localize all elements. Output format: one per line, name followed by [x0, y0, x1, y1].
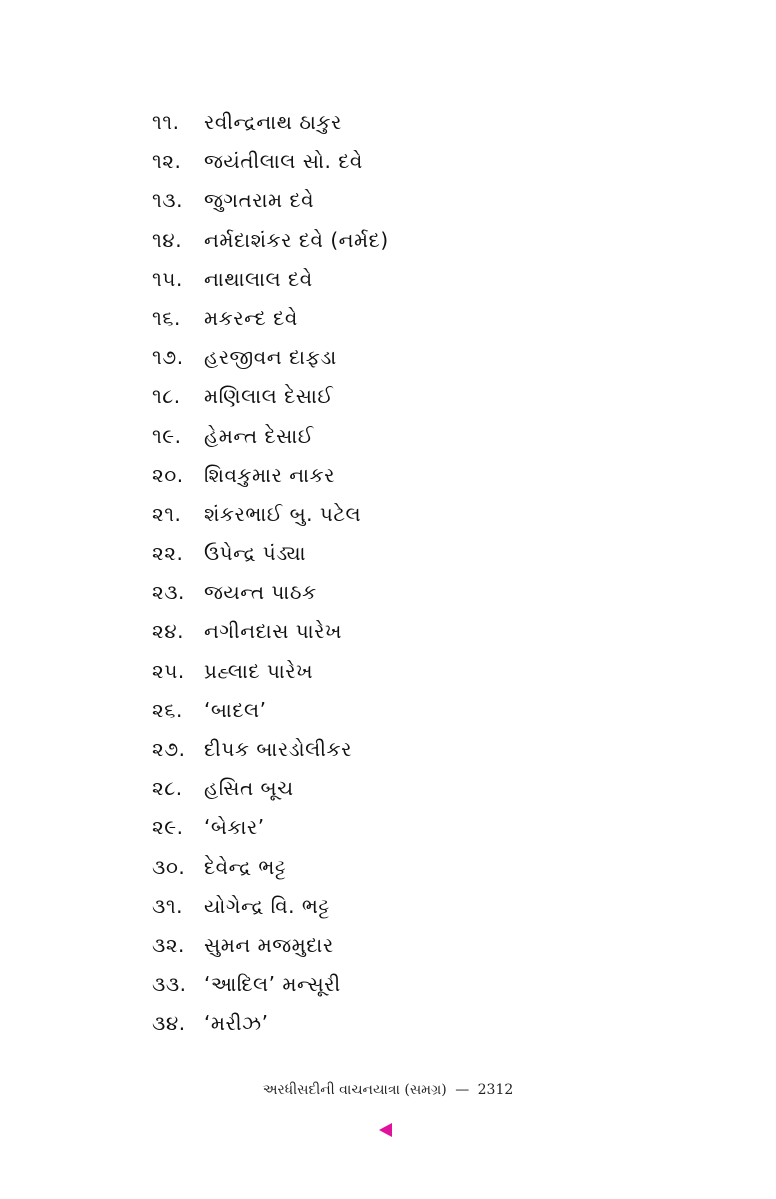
item-name: હરજીવન દાફડા [204, 345, 337, 370]
item-name: સુમન મજમુદાર [204, 932, 334, 957]
item-name: જયન્ત પાઠક [204, 580, 317, 605]
list-item [152, 730, 389, 769]
item-number: ૩૨. [152, 932, 185, 957]
item-number: ૧૬. [152, 305, 181, 330]
list-item [152, 338, 389, 377]
item-number: ૨૨. [152, 541, 184, 566]
list-item [152, 965, 389, 1004]
list-item [152, 808, 389, 847]
item-name: દેવેન્દ્ર ભટ્ટ [204, 854, 287, 879]
item-number: ૨૧. [152, 501, 182, 526]
list-item [152, 377, 389, 416]
list-item [152, 926, 389, 965]
item-name: નર્મદાશંકર દવે (નર્મદ) [204, 227, 389, 252]
item-name: ‘આદિલ’ મન્સૂરી [204, 972, 341, 997]
item-name: મકરન્દ દવે [204, 305, 298, 330]
list-item [152, 142, 389, 181]
item-name: ઉપેન્દ્ર પંડ્યા [204, 541, 307, 566]
item-number: ૨૮. [152, 776, 183, 801]
list-item [152, 573, 389, 612]
item-name: શિવકુમાર નાકર [204, 462, 335, 487]
item-name: ‘મરીઝ’ [204, 1011, 269, 1036]
item-name: પ્રહ્લાદ પારેખ [204, 658, 314, 683]
item-number: ૨૪. [152, 619, 184, 644]
item-name: નાથાલાલ દવે [204, 266, 313, 291]
list-item [152, 456, 389, 495]
item-number: ૧૧. [152, 110, 180, 134]
item-name: હેમન્ત દેસાઈ [204, 423, 314, 448]
item-number: ૧૨. [152, 149, 182, 174]
list-item [152, 691, 389, 730]
item-number: ૨૬. [152, 697, 183, 722]
page-footer [0, 1082, 776, 1098]
item-name: યોગેન્દ્ર વિ. ભટ્ટ [204, 893, 330, 918]
list-item [152, 103, 389, 142]
previous-page-icon[interactable] [379, 1123, 392, 1137]
page-number: 2312 [477, 1082, 514, 1098]
item-number: ૨૩. [152, 580, 185, 605]
item-number: ૩૪. [152, 1011, 186, 1036]
item-name: રવીન્દ્રનાથ ઠાકુર [204, 110, 342, 134]
item-name: શંકરભાઈ બુ. પટેલ [204, 501, 362, 526]
list-item [152, 534, 389, 573]
item-name: દીપક બારડોલીકર [204, 737, 352, 761]
book-title: અરધીસદીની વાચનયાત્રા (સમગ્ર) [262, 1082, 447, 1098]
footer-separator: — [455, 1082, 470, 1098]
item-name: મણિલાલ દેસાઈ [204, 384, 334, 409]
item-name: જુગતરામ દવે [204, 188, 315, 213]
item-number: ૧૩. [152, 188, 183, 213]
list-item [152, 260, 389, 299]
list-item [152, 181, 389, 220]
item-name: ‘બેકાર’ [204, 815, 265, 840]
item-number: ૨૫. [152, 658, 185, 683]
item-number: ૨૦. [152, 462, 184, 487]
item-number: ૧૪. [152, 227, 183, 252]
item-name: નગીનદાસ પારેખ [204, 619, 342, 644]
list-item [152, 848, 389, 887]
author-list [152, 103, 389, 1044]
list-item [152, 299, 389, 338]
item-number: ૨૯. [152, 815, 184, 840]
item-number: ૧૭. [152, 345, 184, 370]
list-item [152, 887, 389, 926]
item-number: ૩૧. [152, 893, 183, 918]
list-item [152, 417, 389, 456]
list-item [152, 612, 389, 651]
item-number: ૧૯. [152, 423, 182, 448]
item-number: ૧૮. [152, 384, 181, 409]
item-number: ૩૩. [152, 972, 187, 997]
list-item [152, 495, 389, 534]
item-name: જયંતીલાલ સો. દવે [204, 149, 363, 174]
list-item [152, 769, 389, 808]
item-number: ૧૫. [152, 266, 183, 291]
item-name: હસિત બૂચ [204, 776, 294, 801]
list-item [152, 652, 389, 691]
list-item [152, 221, 389, 260]
item-number: ૩૦. [152, 854, 186, 879]
item-name: ‘બાદલ’ [204, 697, 267, 722]
item-number: ૨૭. [152, 737, 186, 761]
list-item [152, 1004, 389, 1043]
